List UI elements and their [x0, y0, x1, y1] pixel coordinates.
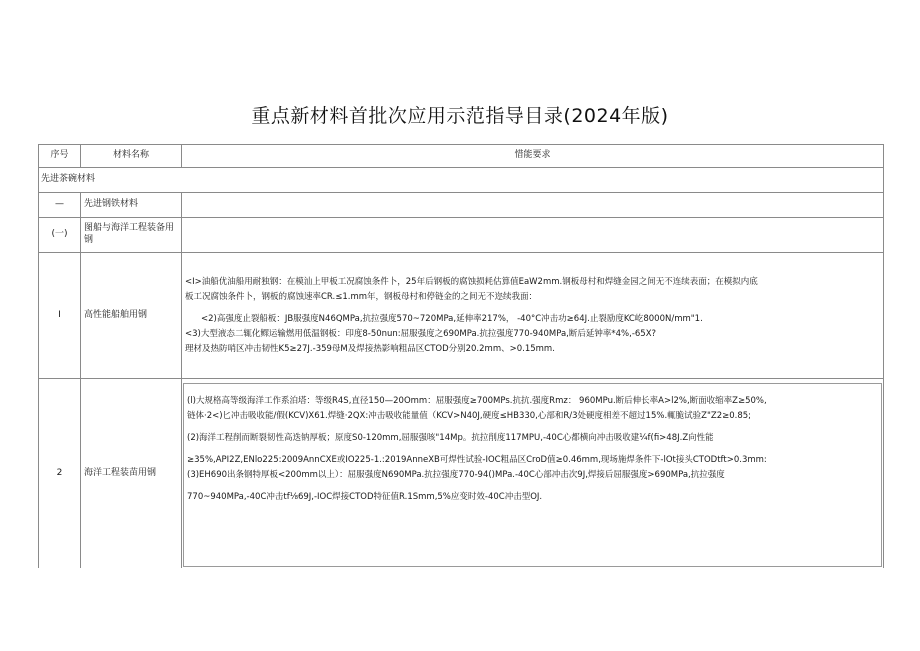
row-material-name: 图船与海洋工程装备用钢 [81, 218, 182, 253]
requirement-line: (2)海洋工程削而断裂韧性高迭钠厚板；原度S0-120mm,屈服强咳"14Mp。抗拉削度117MPU,-40C心都横向冲击吸收建¼f(fi>48J.Z向性能 [187, 433, 714, 443]
row-index: I [39, 253, 81, 379]
row-requirements [182, 253, 884, 379]
requirement-line: <2)高强度止裂船板：JB服强度N46QMPa,抗拉强度570~720MPa,延伸率217%， -40°C冲击功≥64J.止裂励度KC屹8000N/mm"1. [201, 313, 703, 324]
header-material-name: 材料名称 [81, 145, 182, 168]
row-requirements [182, 193, 884, 218]
requirement-line: (3)EH690出条钢特厚板<200mm以上）：屈服强度N690MPa.抗拉强度770-94()MPa.-40C心部冲击次9J,焊接后屈服强度>690MPa,抗拉强度 [187, 470, 725, 480]
row-index: (一) [39, 218, 81, 253]
category-label: 先进茶碗材料 [39, 168, 884, 193]
requirement-line: 板工况腐蚀条件卜，钢板的腐蚀速率CR.≤1.mm年，钢板母村和停链金的之间无不迩续我面： [185, 291, 538, 302]
requirements-box [183, 383, 882, 567]
document-title: 重点新材料首批次应用示范指导目录(2024年版) [251, 105, 669, 127]
requirement-line: 链体·2<)匕冲击吸收能/假(KCV)X61.焊缝·2QX:冲击吸收能量值（KCV>N40J,硬度≤HB330,心部和R/3处硬度相差不超过15%.輒脆试验Z"Z2≥0.85; [187, 411, 752, 421]
requirement-line: <3)大型液态二辄化鳏运输燃用低温钢板：印度8-50nun:屈服强度之690MPa.抗拉强度770-940MPa,断后延钟率*4%,-65X? [185, 328, 657, 339]
table-row [39, 218, 884, 253]
requirement-line: ≥35%,API2Z,ENlo225:2009AnnCXE或IO225-1.:2019AnneXB可焊性试验-IOC粗品区CroD值≥0.46mm,现场施焊条件下-lOt接头CTODtft>0.3mm: [187, 455, 767, 465]
requirement-line: 770~940MPa,-40C冲击tf⅛69J,-IOC焊接CTOD特征值R.1Smm,5%应变时效-40C冲击型OJ. [187, 492, 543, 502]
category-row [39, 168, 884, 193]
row-index: 2 [39, 379, 81, 569]
row-index: — [39, 193, 81, 218]
row-requirements [182, 379, 884, 569]
header-requirements: 惜能要求 [182, 145, 884, 168]
requirement-line: <I>油船优油船用耐独钢：在模汕上甲板工况腐蚀条件卜，25年后钢板的腐蚀损耗估算值EaW2mm.钢板母村和焊缝金园之间无不连续表面；在模拟内底 [185, 276, 758, 287]
row-material-name: 先进钢铁材料 [81, 193, 182, 218]
table-row [39, 193, 884, 218]
table-row [39, 253, 884, 379]
requirement-line: (l)大规格高等级海洋工作系泊塔：等级R4S,直径150—20Omm：屈服强度≥700MPs.抗抗.强度Rmz： 960MPu.断后伸长率A>l2%,断面收缩率Z≥50%, [187, 396, 767, 406]
requirement-line: 理材及热防哨区冲击韧性K5≥27J.-359母M及焊接热影响粗品区CTOD分别20.2mm、>0.15mm. [185, 343, 555, 354]
row-material-name: 高性能船舶用钢 [81, 253, 182, 379]
header-index: 序号 [39, 145, 81, 168]
table-row [39, 379, 884, 569]
material-spec-table [38, 144, 884, 568]
row-requirements [182, 218, 884, 253]
table-header-row [39, 145, 884, 168]
row-material-name: 海洋工程装苗用钢 [81, 379, 182, 569]
